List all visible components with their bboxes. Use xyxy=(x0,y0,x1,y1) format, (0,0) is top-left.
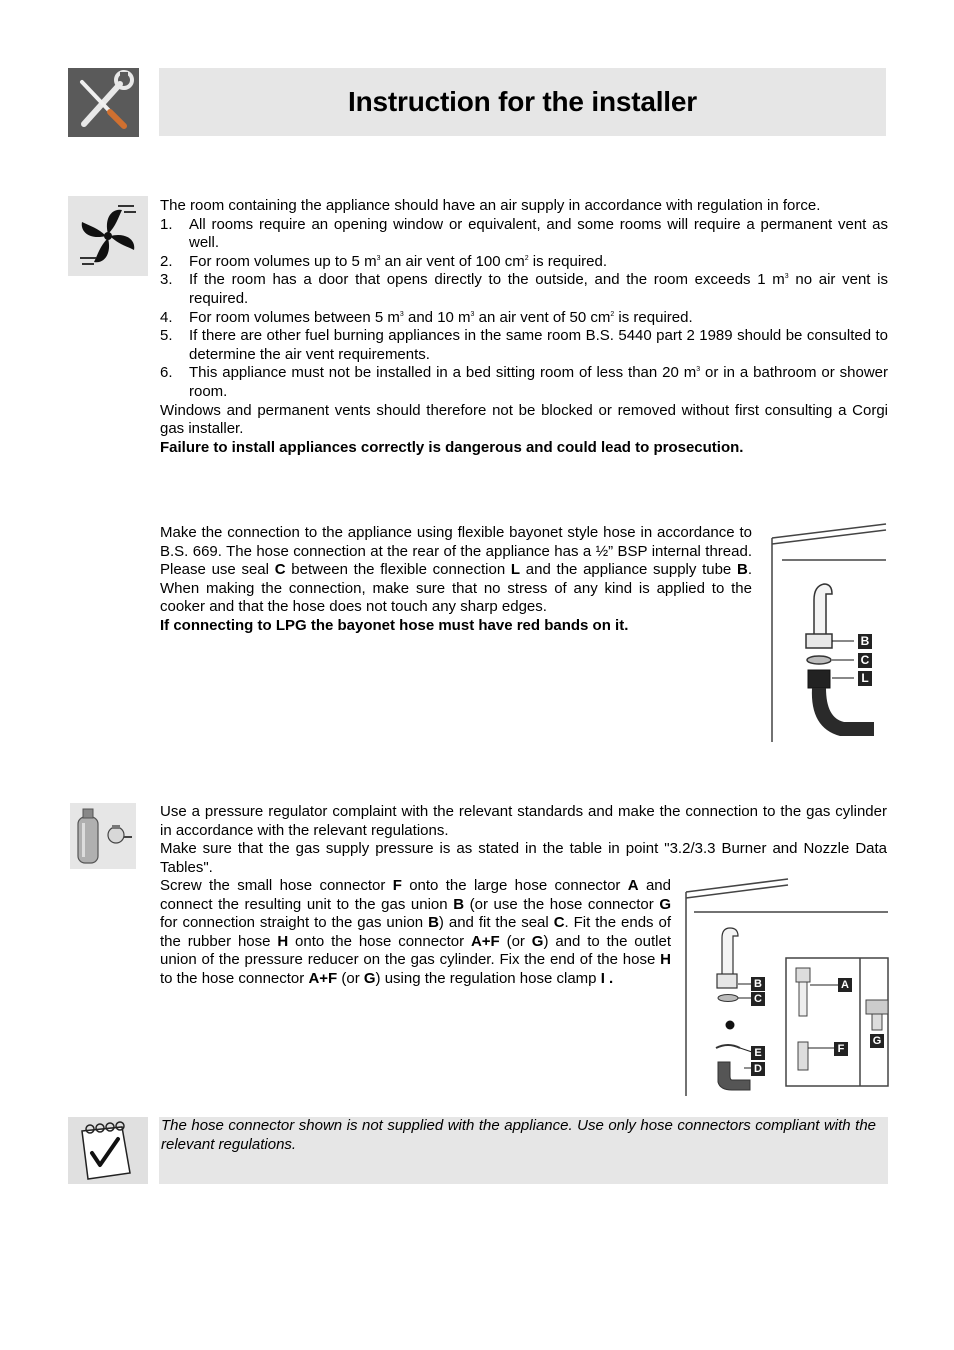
cylinder-paragraph-3: Screw the small hose connector F onto the large hose connector A and connect the resulting unit to the gas union B (or use the hose connector G for connection straight to the gas union B) and fit the seal C. Fit the ends of the rubber hose H onto the hose connector A+F (or G) and to the outlet union of the pressure reducer on the gas cylinder. Fix the end of the hose H to the hose connector A+F (or G) using the regulation hose clamp I . xyxy=(160,877,672,987)
gas-union-figure xyxy=(684,876,890,1098)
list-item: 5. If there are other fuel burning appliances in the same room B.S. 5440 part 2 1989 should be consulted to determine the air vent requirements. xyxy=(160,327,888,363)
cylinder-steps xyxy=(160,877,671,989)
cylinder-paragraph-2: Make sure that the gas supply pressure is as stated in the table in point "3.2/3.3 Burner and Nozzle Data Tables". xyxy=(160,840,887,876)
lpg-warning: If connecting to LPG the bayonet hose must have red bands on it. xyxy=(160,616,629,634)
list-item: 3. If the room has a door that opens directly to the outside, and the room exceeds 1 $m^3$ no air vent is required. xyxy=(160,271,888,307)
list-item: 1. All rooms require an opening window or equivalent, and some rooms will require a permanent vent as well. xyxy=(160,215,888,252)
page-title: Instruction for the installer xyxy=(348,85,697,117)
ventilation-list xyxy=(160,216,888,402)
label-E: E xyxy=(751,1046,765,1060)
ventilation-intro: The room containing the appliance should have an air supply in accordance with regulation in force. xyxy=(160,197,821,214)
label-A: A xyxy=(838,978,852,992)
label-C: C xyxy=(858,653,872,668)
hose-connection-figure xyxy=(770,520,888,745)
connection-text xyxy=(160,524,752,636)
fan-icon xyxy=(68,196,148,276)
connection-paragraph: Make the connection to the appliance using flexible bayonet style hose in accordance to B.S. 669. The hose connection at the rear of the appliance has a ½” BSP internal thread. Please use seal C between the flexible connection L and the appliance supply tube B. When making the connection, make sure that no stress of any kind is applied to the cooker and that the hose does not touch any sharp edges. xyxy=(160,524,752,616)
page-title-bar xyxy=(159,68,886,136)
note-text: The hose connector shown is not supplied with the appliance. Use only hose connectors compliant with the relevant regulations. xyxy=(161,1117,876,1153)
list-item: 6. This appliance must not be installed in a bed sitting room of less than 20 $m^3$ or in a bathroom or shower room. xyxy=(160,364,889,400)
ventilation-warning: Failure to install appliances correctly is dangerous and could lead to prosecution. xyxy=(160,438,744,456)
list-item: 2. For room volumes up to 5 $m^3$ an air vent of 100 $cm^2$ is required. xyxy=(160,252,608,270)
label-L: L xyxy=(858,671,872,686)
label-C: C xyxy=(751,992,765,1006)
cylinder-text xyxy=(160,803,887,877)
ventilation-windows: Windows and permanent vents should therefore not be blocked or removed without first consulting a Corgi gas installer. xyxy=(160,401,888,438)
label-F: F xyxy=(834,1042,848,1056)
ventilation-text xyxy=(160,197,888,457)
gas-cylinder-icon xyxy=(70,803,136,869)
label-G: G xyxy=(870,1034,884,1048)
list-item: 4. For room volumes between 5 $m^3$ and 10 $m^3$ an air vent of 50 $cm^2$ is required. xyxy=(160,308,693,326)
cylinder-paragraph-1: Use a pressure regulator complaint with the relevant standards and make the connection to the gas cylinder in accordance with the relevant regulations. xyxy=(160,803,887,839)
notepad-check-icon xyxy=(68,1117,148,1184)
tools-icon xyxy=(68,68,139,137)
label-B: B xyxy=(751,977,765,991)
label-B: B xyxy=(858,634,872,649)
label-D: D xyxy=(751,1062,765,1076)
